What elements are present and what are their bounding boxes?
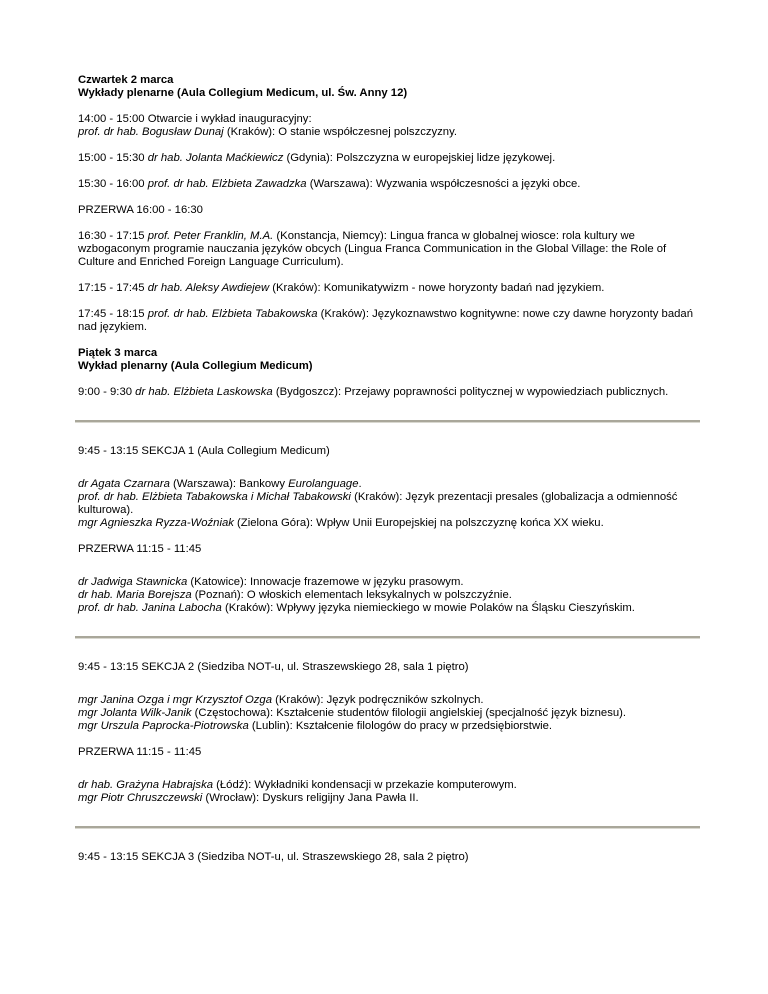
section-title: 9:45 - 13:15 SEKCJA 1 (Aula Collegium Medicum) [78,445,330,457]
section-title: 9:45 - 13:15 SEKCJA 3 (Siedziba NOT-u, ul. Straszewskiego 28, sala 2 piętro) [78,851,469,863]
section-divider [75,420,700,423]
speaker-name: mgr Piotr Chruszczewski [78,792,203,804]
day2-date: Piątek 3 marca [78,347,158,359]
speaker-name: dr Jadwiga Stawnicka [78,576,188,588]
speaker-name: prof. dr hab. Elżbieta Tabakowska [147,308,318,320]
day1-header [78,74,698,100]
speaker-name: mgr Agnieszka Ryzza-Woźniak [78,517,234,529]
program-item: 15:00 - 15:30 dr hab. Jolanta Maćkiewicz (Gdynia): Polszczyzna w europejskiej lidze językowej. [78,152,556,164]
day2-heading: Wykład plenarny (Aula Collegium Medicum) [78,360,313,372]
speaker-name: prof. Peter Franklin, M.A. [147,230,274,242]
break-label: PRZERWA 16:00 - 16:30 [78,204,203,216]
day1-heading: Wykłady plenarne (Aula Collegium Medicum, ul. Św. Anny 12) [78,87,408,99]
program-item: 15:30 - 16:00 prof. dr hab. Elżbieta Zawadzka (Warszawa): Wyzwania współczesności a języki obce. [78,178,581,190]
day1-date: Czwartek 2 marca [78,74,174,86]
break-label: PRZERWA 11:15 - 11:45 [78,746,202,758]
speaker-name: dr hab. Jolanta Maćkiewicz [147,152,284,164]
section-divider [75,636,700,639]
session-block: dr Jadwiga Stawnicka (Katowice): Innowacje frazemowe w języku prasowym. dr hab. Maria Borejsza (Poznań): O włoskich elementach leksykalnych w polszczyźnie. prof. dr hab. Janina Labocha (Kraków): Wpływy języka niemieckiego w mowie Polaków na Śląsku Cieszyńskim. [78,576,635,614]
session-block: dr Agata Czarnara (Warszawa): Bankowy Eurolanguage. prof. dr hab. Elżbieta Tabakowska i Michał Tabakowski (Kraków): Język prezentacji presales (globalizacja a odmienność kulturowa). mgr Agnieszka Ryzza-Woźniak (Zielona Góra): Wpływ Unii Europejskiej na polszczyznę końca XX wieku. [78,478,678,529]
speaker-name: mgr Urszula Paprocka-Piotrowska [78,720,249,732]
section-divider [75,826,700,829]
program-item: 17:45 - 18:15 prof. dr hab. Elżbieta Tabakowska (Kraków): Językoznawstwo kognitywne: nowe czy dawne horyzonty badań nad językiem. [78,308,693,333]
speaker-name: dr hab. Elżbieta Laskowska [135,386,273,398]
program-item: 14:00 - 15:00 Otwarcie i wykład inauguracyjny: prof. dr hab. Bogusław Dunaj (Kraków): O stanie współczesnej polszczyzny. [78,113,458,138]
speaker-name: mgr Jolanta Wilk-Janik [78,707,192,719]
session-block: mgr Janina Ozga i mgr Krzysztof Ozga (Kraków): Język podręczników szkolnych. mgr Jolanta Wilk-Janik (Częstochowa): Kształcenie studentów filologii angielskiej (specjalność język biznesu). mgr Urszula Paprocka-Piotrowska (Lublin): Kształcenie filologów do pracy w przedsiębiorstwie. [78,694,627,732]
speaker-name: dr hab. Maria Borejsza [78,589,192,601]
session-block: dr hab. Grażyna Habrajska (Łódź): Wykładniki kondensacji w przekazie komputerowym. mgr Piotr Chruszczewski (Wrocław): Dyskurs religijny Jana Pawła II. [78,779,517,804]
break-label: PRZERWA 11:15 - 11:45 [78,543,202,555]
speaker-name: dr Agata Czarnara [78,478,170,490]
section-title: 9:45 - 13:15 SEKCJA 2 (Siedziba NOT-u, ul. Straszewskiego 28, sala 1 piętro) [78,661,469,673]
program-item: 9:00 - 9:30 dr hab. Elżbieta Laskowska (Bydgoszcz): Przejawy poprawności politycznej w wypowiedziach publicznych. [78,386,669,398]
speaker-name: dr hab. Grażyna Habrajska [78,779,213,791]
speaker-name: prof. dr hab. Janina Labocha [78,602,222,614]
speaker-name: mgr Janina Ozga i mgr Krzysztof Ozga [78,694,272,706]
speaker-name: dr hab. Aleksy Awdiejew [147,282,270,294]
program-item: 17:15 - 17:45 dr hab. Aleksy Awdiejew (Kraków): Komunikatywizm - nowe horyzonty badań nad językiem. [78,282,605,294]
speaker-name: prof. dr hab. Bogusław Dunaj [78,126,224,138]
speaker-name: prof. dr hab. Elżbieta Zawadzka [147,178,307,190]
program-item: 16:30 - 17:15 prof. Peter Franklin, M.A. (Konstancja, Niemcy): Lingua franca w globalnej wiosce: rola kultury we wzbogaconym programie nauczania języków obcych (Lingua Franca Communication in the Global Village: the Role of Culture and Enriched Foreign Language Curriculum). [78,230,667,268]
speaker-name: prof. dr hab. Elżbieta Tabakowska i Michał Tabakowski [78,491,351,503]
day2-header [78,347,698,373]
